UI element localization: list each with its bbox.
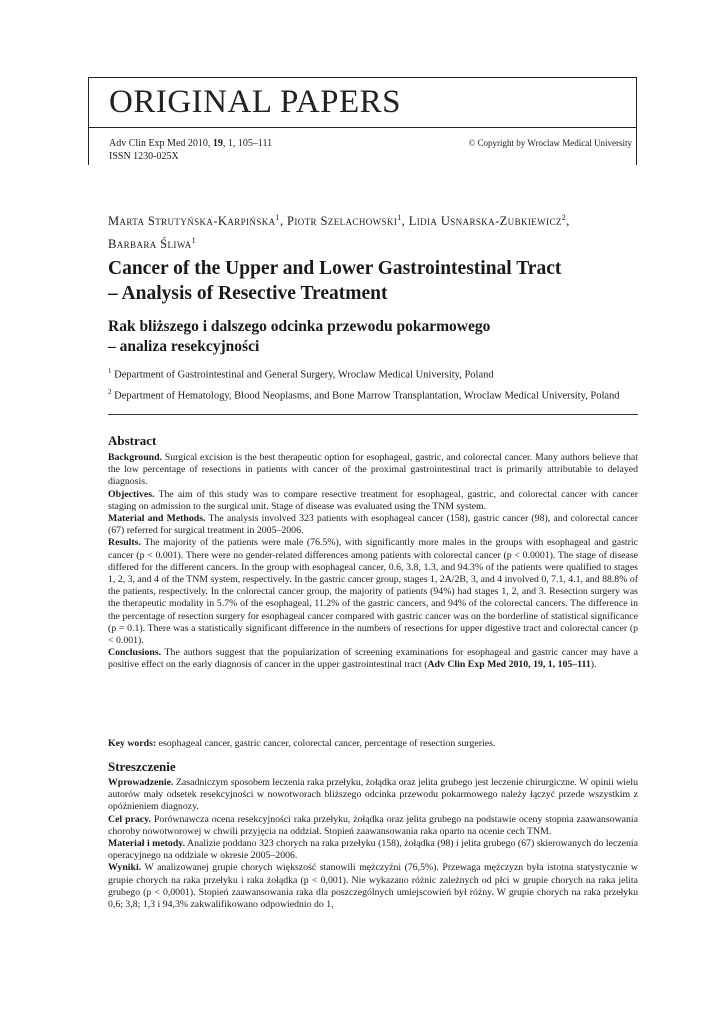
streszczenie-aim: Cel pracy. Porównawcza ocena resekcyjności raka przełyku, żołądka oraz jelita grubego na podstawie oceny stopnia zaawansowania choroby nowotworowej w chwili przyjęcia na oddział. Stopień zaawansowania raka oparto na ocenie cech TNM. [108, 813, 638, 837]
article-title-pl: Rak bliższego i dalszego odcinka przewodu pokarmowego – analiza resekcyjności [108, 318, 491, 355]
abstract-results: Results. The majority of the patients were male (76.5%), with significantly more males in the groups with esophageal and gastric cancer (p < 0.001). There were no gender-related differences among patients with colorectal cancer (p < 0.0001). The stage of disease differed for the different cancers. In the group with esophageal cancer, 0.6, 3.8, 1.3, and 94.3% of the patients were qualified to stages 1, 2, 3, and 4 of the TNM system, respectively. In the gastric cancer group, stages 1, 2A/2B, 3, and 4 involved 0, 7.1, 4.1, and 88.8% of the patients, respectively. In the colorectal cancer group, the majority of patients (94%) had stages 1, 2, and 3. Resection surgery was the therapeutic modality in 5.7% of the esophageal, 11.2% of the gastric cancers, and 94% of the colorectal cancers. The difference in the percentage of resection surgery for esophageal cancer compared with gastric cancer was on the borderline of statistical significance (p = 0.1). There was a statistically significant difference in the numbers of resections for upper digestive tract and colorectal cancer (p < 0.001). [108, 537, 638, 647]
streszczenie-intro: Wprowadzenie. Zasadniczym sposobem leczenia raka przełyku, żołądka oraz jelita grubego jest leczenie chirurgiczne. W opinii wielu autorów mały odsetek resekcyjności w nowotworach bliższego odcinka przewodu pokarmowego należy łączyć przede wszystkim z opóźnieniem diagnozy. [108, 777, 638, 813]
author-list: Marta Strutyńska-Karpińska$^1$, Piotr Szelachowski$^1$, Lidia Usnarska-Zubkiewicz$^2$, Barbara Śliwa$^1$ [108, 213, 570, 252]
abstract-objectives: Objectives. The aim of this study was to compare resective treatment for esophageal, gastric, and colorectal cancer with cancer staging on admission to the surgical unit. Stage of disease was evaluated using the TNM system. [108, 488, 638, 512]
abstract-heading: Abstract [108, 433, 157, 448]
journal-meta [88, 127, 637, 165]
abstract-body [108, 452, 638, 672]
copyright: © Copyright by Wroclaw Medical University [468, 138, 632, 148]
abstract-methods: Material and Methods. The analysis involved 323 patients with esophageal cancer (158), gastric cancer (98), and colorectal cancer (67) referred for surgical treatment in 2005–2006. [108, 513, 638, 537]
affiliations [108, 363, 638, 404]
citation-line [109, 138, 272, 150]
citation-prefix: Adv Clin Exp Med 2010, [109, 138, 213, 149]
section-title: ORIGINAL PAPERS [109, 84, 402, 120]
author-name: Lidia Usnarska-Zubkiewicz [408, 214, 562, 229]
streszczenie-methods: Materiał i metody. Analizie poddano 323 chorych na raka przełyku (158), żołądka (98) i jelita grubego (67) skierowanych do leczenia operacyjnego na oddziale w okresie 2005–2006. [108, 838, 638, 862]
streszczenie-heading: Streszczenie [108, 759, 176, 774]
divider [108, 414, 638, 415]
author-affil-sup: 1 [275, 213, 280, 222]
author-name: Marta Strutyńska-Karpińska [108, 214, 276, 229]
citation-suffix: , 1, 105–111 [222, 138, 273, 149]
streszczenie-results: Wyniki. W analizowanej grupie chorych większość stanowili mężczyźni (76,5%). Przewaga mężczyzn była istotna statystycznie w grupie chorych na raka przełyku i raka żołądka (p < 0,001). Nie wykazano różnic zależnych od płci w grupie chorych na raka jelita grubego (p < 0,0001). Stopień zaawansowania raka dla poszczególnych umiejscowień był różny. W grupie chorych na raka przełyku 0,6; 3,8; 1,3 i 94,3% zakwalifikowano odpowiednio do 1, [108, 862, 638, 911]
citation-volume: 19 [212, 138, 223, 149]
affiliation-item: $^1$ Department of Gastrointestinal and General Surgery, Wroclaw Medical University, Poland [108, 367, 494, 381]
affiliation-item: $^2$ Department of Hematology, Blood Neoplasms, and Bone Marrow Transplantation, Wroclaw Medical University, Poland [108, 387, 620, 401]
section-banner [88, 77, 637, 128]
author-affil-sup: 2 [561, 213, 567, 222]
abstract-background: Background. Surgical excision is the best therapeutic option for esophageal, gastric, and colorectal cancer. Many authors believe that the low percentage of resections in patients with cancer of the proximal gastrointestinal tract is primarily attributable to delayed diagnosis. [108, 452, 638, 488]
author-affil-sup: 1 [191, 236, 197, 246]
issn: ISSN 1230-025X [109, 151, 179, 162]
abstract-conclusions: Conclusions. The authors suggest that the popularization of screening examinations for esophageal and gastric cancer may have a positive effect on the early diagnosis of cancer in the upper gastrointestinal tract (Adv Clin Exp Med 2010, 19, 1, 105–111). [108, 647, 638, 671]
author-name: Piotr Szelachowski [287, 214, 398, 229]
keywords: Key words: esophageal cancer, gastric cancer, colorectal cancer, percentage of resection surgeries. [108, 738, 496, 749]
author-name: Barbara Śliwa [108, 237, 192, 252]
author-affil-sup: 1 [397, 213, 402, 222]
article-title-en: Cancer of the Upper and Lower Gastrointestinal Tract – Analysis of Resective Treatment [108, 258, 562, 304]
streszczenie-body [108, 777, 638, 911]
